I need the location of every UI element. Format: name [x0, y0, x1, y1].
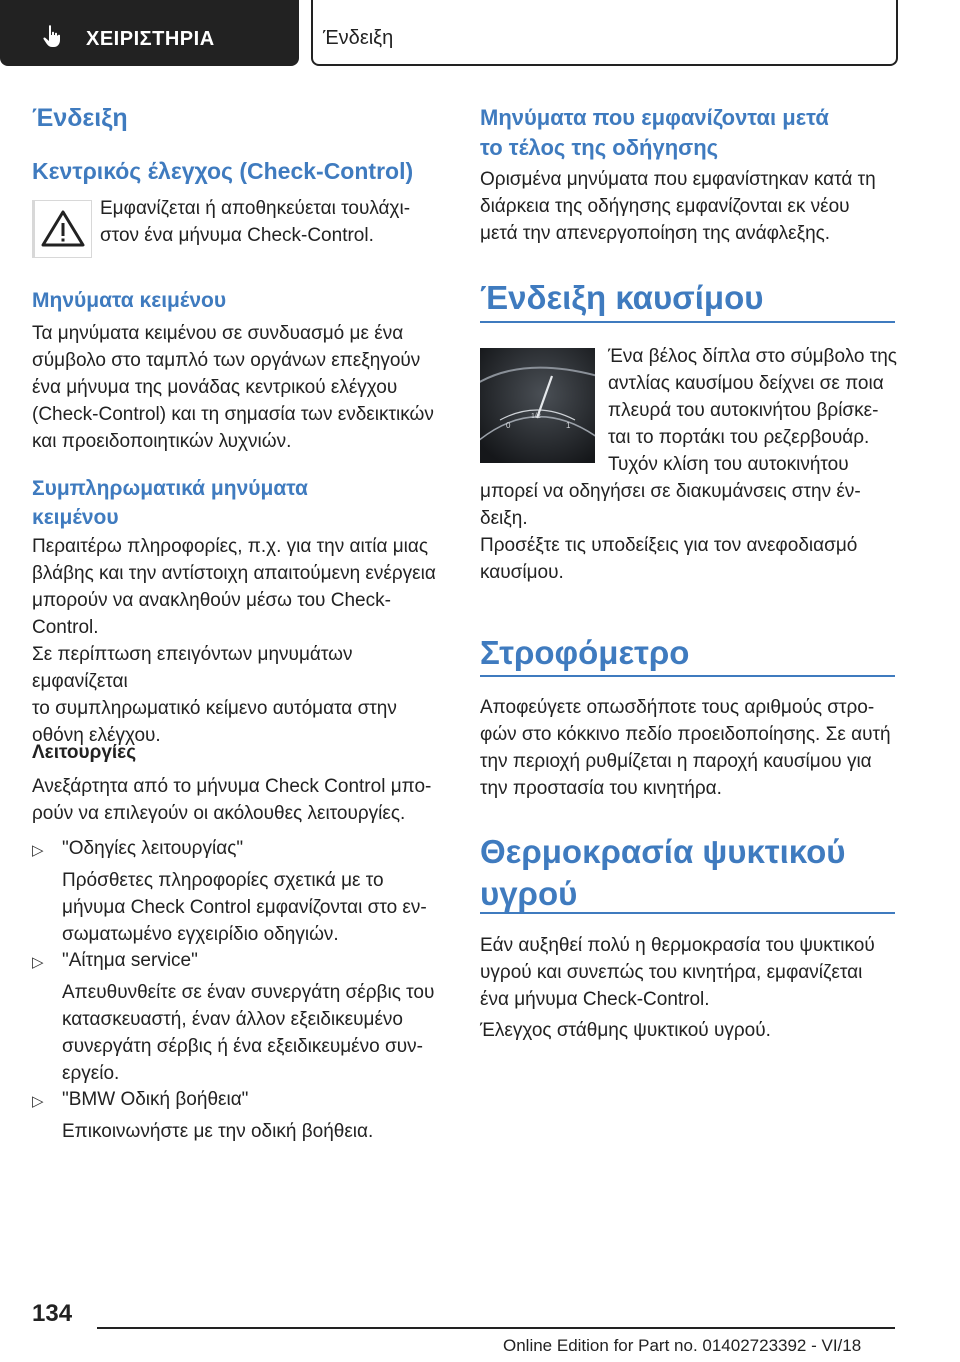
- triangle-bullet-icon: ▷: [32, 842, 44, 859]
- function-item-title: "BMW Οδική βοήθεια": [62, 1089, 249, 1110]
- text-line: Control.: [32, 617, 99, 638]
- text-line: την περιοχή ρυθμίζεται η παροχή καυσίμου για: [480, 751, 872, 772]
- text-line: κατασκευαστή, έναν άλλον εξειδικευμένο: [62, 1009, 403, 1030]
- functions-heading: Λειτουργίες: [32, 742, 137, 763]
- functions-paragraph: [32, 773, 431, 827]
- text-line: εργείο.: [62, 1063, 120, 1084]
- function-item-service-request: [62, 947, 457, 1087]
- text-line: Επικοινωνήστε με την οδική βοήθεια.: [62, 1121, 374, 1142]
- edition-note: Online Edition for Part no. 01402723392 - VI/18: [503, 1336, 862, 1355]
- text-line: βλάβης και την αντίστοιχη απαιτούμενη ενέργεια: [32, 563, 436, 584]
- text-line: Τυχόν κλίση του αυτοκινήτου: [608, 454, 849, 475]
- check-control-text: [100, 195, 410, 249]
- section-rule: [480, 321, 895, 323]
- text-line: σύμβολο στο ταμπλό των οργάνων επεξηγούν: [32, 350, 421, 371]
- heading-line: Θερμοκρασία ψυκτικού: [480, 833, 846, 870]
- heading-line: Συμπληρωματικά μηνύματα: [32, 477, 308, 500]
- text-line: διάρκεια της οδήγησης εμφανίζονται εκ νέου: [480, 196, 850, 217]
- function-item-roadside-assistance: [62, 1086, 457, 1145]
- page-title: Ένδειξη: [32, 104, 128, 132]
- after-trip-heading: [480, 103, 829, 163]
- page-number: 134: [32, 1300, 73, 1327]
- gauge-label: 0: [506, 421, 511, 430]
- text-line: σωματωμένο εγχειρίδιο οδηγιών.: [62, 924, 339, 945]
- text-line: μπορούν να ανακληθούν μέσω του Check-: [32, 590, 391, 611]
- fuel-paragraph-2: [480, 451, 861, 532]
- text-line: φών στο κόκκινο πεδίο προειδοποίησης. Σε αυτή: [480, 724, 891, 745]
- text-line: Πρόσθετες πληροφορίες σχετικά με το: [62, 870, 384, 891]
- fuel-paragraph-1: [608, 343, 898, 451]
- fuel-gauge-title: Ένδειξη καυσίμου: [480, 279, 764, 316]
- text-line: Ορισμένα μηνύματα που εμφανίστηκαν κατά τη: [480, 169, 876, 190]
- text-line: ένα μήνυμα της μονάδας κεντρικού ελέγχου: [32, 377, 398, 398]
- text-line: Εάν αυξηθεί πολύ η θερμοκρασία του ψυκτικού: [480, 935, 875, 956]
- section-tab[interactable]: [0, 0, 299, 66]
- heading-line: υγρού: [480, 875, 578, 912]
- text-line: το συμπληρωματικό κείμενο αυτόματα στην: [32, 698, 397, 719]
- text-line: ται το πορτάκι του ρεζερβουάρ.: [608, 427, 870, 448]
- supplementary-paragraph-1: [32, 533, 436, 641]
- coolant-temperature-title: [480, 831, 845, 915]
- text-line: ρούν να επιλεγούν οι ακόλουθες λειτουργίες.: [32, 803, 406, 824]
- text-line: Ένα βέλος δίπλα στο σύμβολο της: [608, 346, 897, 367]
- text-line: Αποφεύγετε οπωσδήποτε τους αριθμούς στρο-: [480, 697, 875, 718]
- top-bar: [0, 0, 960, 66]
- section-tab-label: ΧΕΙΡΙΣΤΗΡΙΑ: [86, 28, 215, 50]
- tachometer-paragraph: [480, 694, 891, 802]
- text-line: πλευρά του αυτοκινήτου βρίσκε-: [608, 400, 879, 421]
- triangle-bullet-icon: ▷: [32, 1093, 44, 1110]
- function-item-instructions: [62, 835, 457, 948]
- text-line: και προειδοποιητικών λυχνιών.: [32, 431, 292, 452]
- text-line: Ανεξάρτητα από το μήνυμα Check Control μπο-: [32, 776, 432, 797]
- text-line: στον ένα μήνυμα Check-Control.: [100, 225, 374, 246]
- text-line: καυσίμου.: [480, 562, 564, 583]
- text-line: μετά την απενεργοποίηση της ανάφλεξης.: [480, 223, 831, 244]
- text-line: την προστασία του κινητήρα.: [480, 778, 722, 799]
- fuel-paragraph-3: [480, 532, 857, 586]
- page-tab-label: Ένδειξη: [323, 27, 394, 49]
- page-tab[interactable]: [311, 0, 898, 66]
- fuel-gauge-dial-icon: [480, 348, 595, 463]
- text-line: μπορεί να οδηγήσει σε διακυμάνσεις στην έν-: [480, 481, 861, 502]
- coolant-paragraph-2: [480, 1017, 771, 1044]
- text-line: Απευθυνθείτε σε έναν συνεργάτη σέρβις του: [62, 982, 435, 1003]
- text-line: οθόνη ελέγχου.: [32, 725, 161, 746]
- text-line: Σε περίπτωση επειγόντων μηνυμάτων εμφανίζεται: [32, 644, 353, 692]
- function-item-title: "Οδηγίες λειτουργίας": [62, 838, 244, 859]
- text-line: αντλίας καυσίμου δείχνει σε ποια: [608, 373, 884, 394]
- heading-line: το τέλος της οδήγησης: [480, 135, 719, 160]
- tachometer-title: Στροφόμετρο: [480, 634, 690, 671]
- heading-line: Μηνύματα που εμφανίζονται μετά: [480, 105, 829, 130]
- after-trip-paragraph: [480, 166, 876, 247]
- text-line: Τα μηνύματα κειμένου σε συνδυασμό με ένα: [32, 323, 404, 344]
- pointing-hand-icon: [40, 24, 64, 48]
- warning-triangle-icon: [35, 201, 91, 257]
- text-line: υγρού και συνεπώς του κινητήρα, εμφανίζεται: [480, 962, 863, 983]
- text-line: Έλεγχος στάθμης ψυκτικού υγρού.: [480, 1020, 771, 1041]
- text-line: Προσέξτε τις υποδείξεις για τον ανεφοδιασμό: [480, 535, 858, 556]
- text-messages-heading: Μηνύματα κειμένου: [32, 289, 227, 312]
- footer-rule: [97, 1327, 895, 1329]
- check-control-heading: Κεντρικός έλεγχος (Check-Control): [32, 158, 414, 184]
- function-item-title: "Αίτημα service": [62, 950, 198, 971]
- triangle-bullet-icon: ▷: [32, 954, 44, 971]
- text-line: Περαιτέρω πληροφορίες, π.χ. για την αιτία μιας: [32, 536, 429, 557]
- gauge-label: 1/2: [531, 413, 541, 420]
- supplementary-heading: [32, 474, 308, 532]
- text-line: συνεργάτη σέρβις ή ένα εξειδικευμένο συν-: [62, 1036, 423, 1057]
- text-line: (Check-Control) και τη σημασία των ενδεικτικών: [32, 404, 434, 425]
- coolant-paragraph-1: [480, 932, 875, 1013]
- gauge-label: 1: [566, 421, 571, 430]
- section-rule: [480, 675, 895, 677]
- section-rule: [480, 912, 895, 914]
- supplementary-paragraph-2: [32, 641, 452, 749]
- text-line: μήνυμα Check Control εμφανίζονται στο εν-: [62, 897, 427, 918]
- fuel-gauge-image: [480, 348, 595, 463]
- text-line: ένα μήνυμα Check-Control.: [480, 989, 710, 1010]
- heading-line: κειμένου: [32, 506, 119, 529]
- warning-symbol-box: [32, 200, 92, 258]
- text-line: Εμφανίζεται ή αποθηκεύεται τουλάχι-: [100, 198, 411, 219]
- text-line: δειξη.: [480, 508, 528, 529]
- text-messages-paragraph: [32, 320, 434, 455]
